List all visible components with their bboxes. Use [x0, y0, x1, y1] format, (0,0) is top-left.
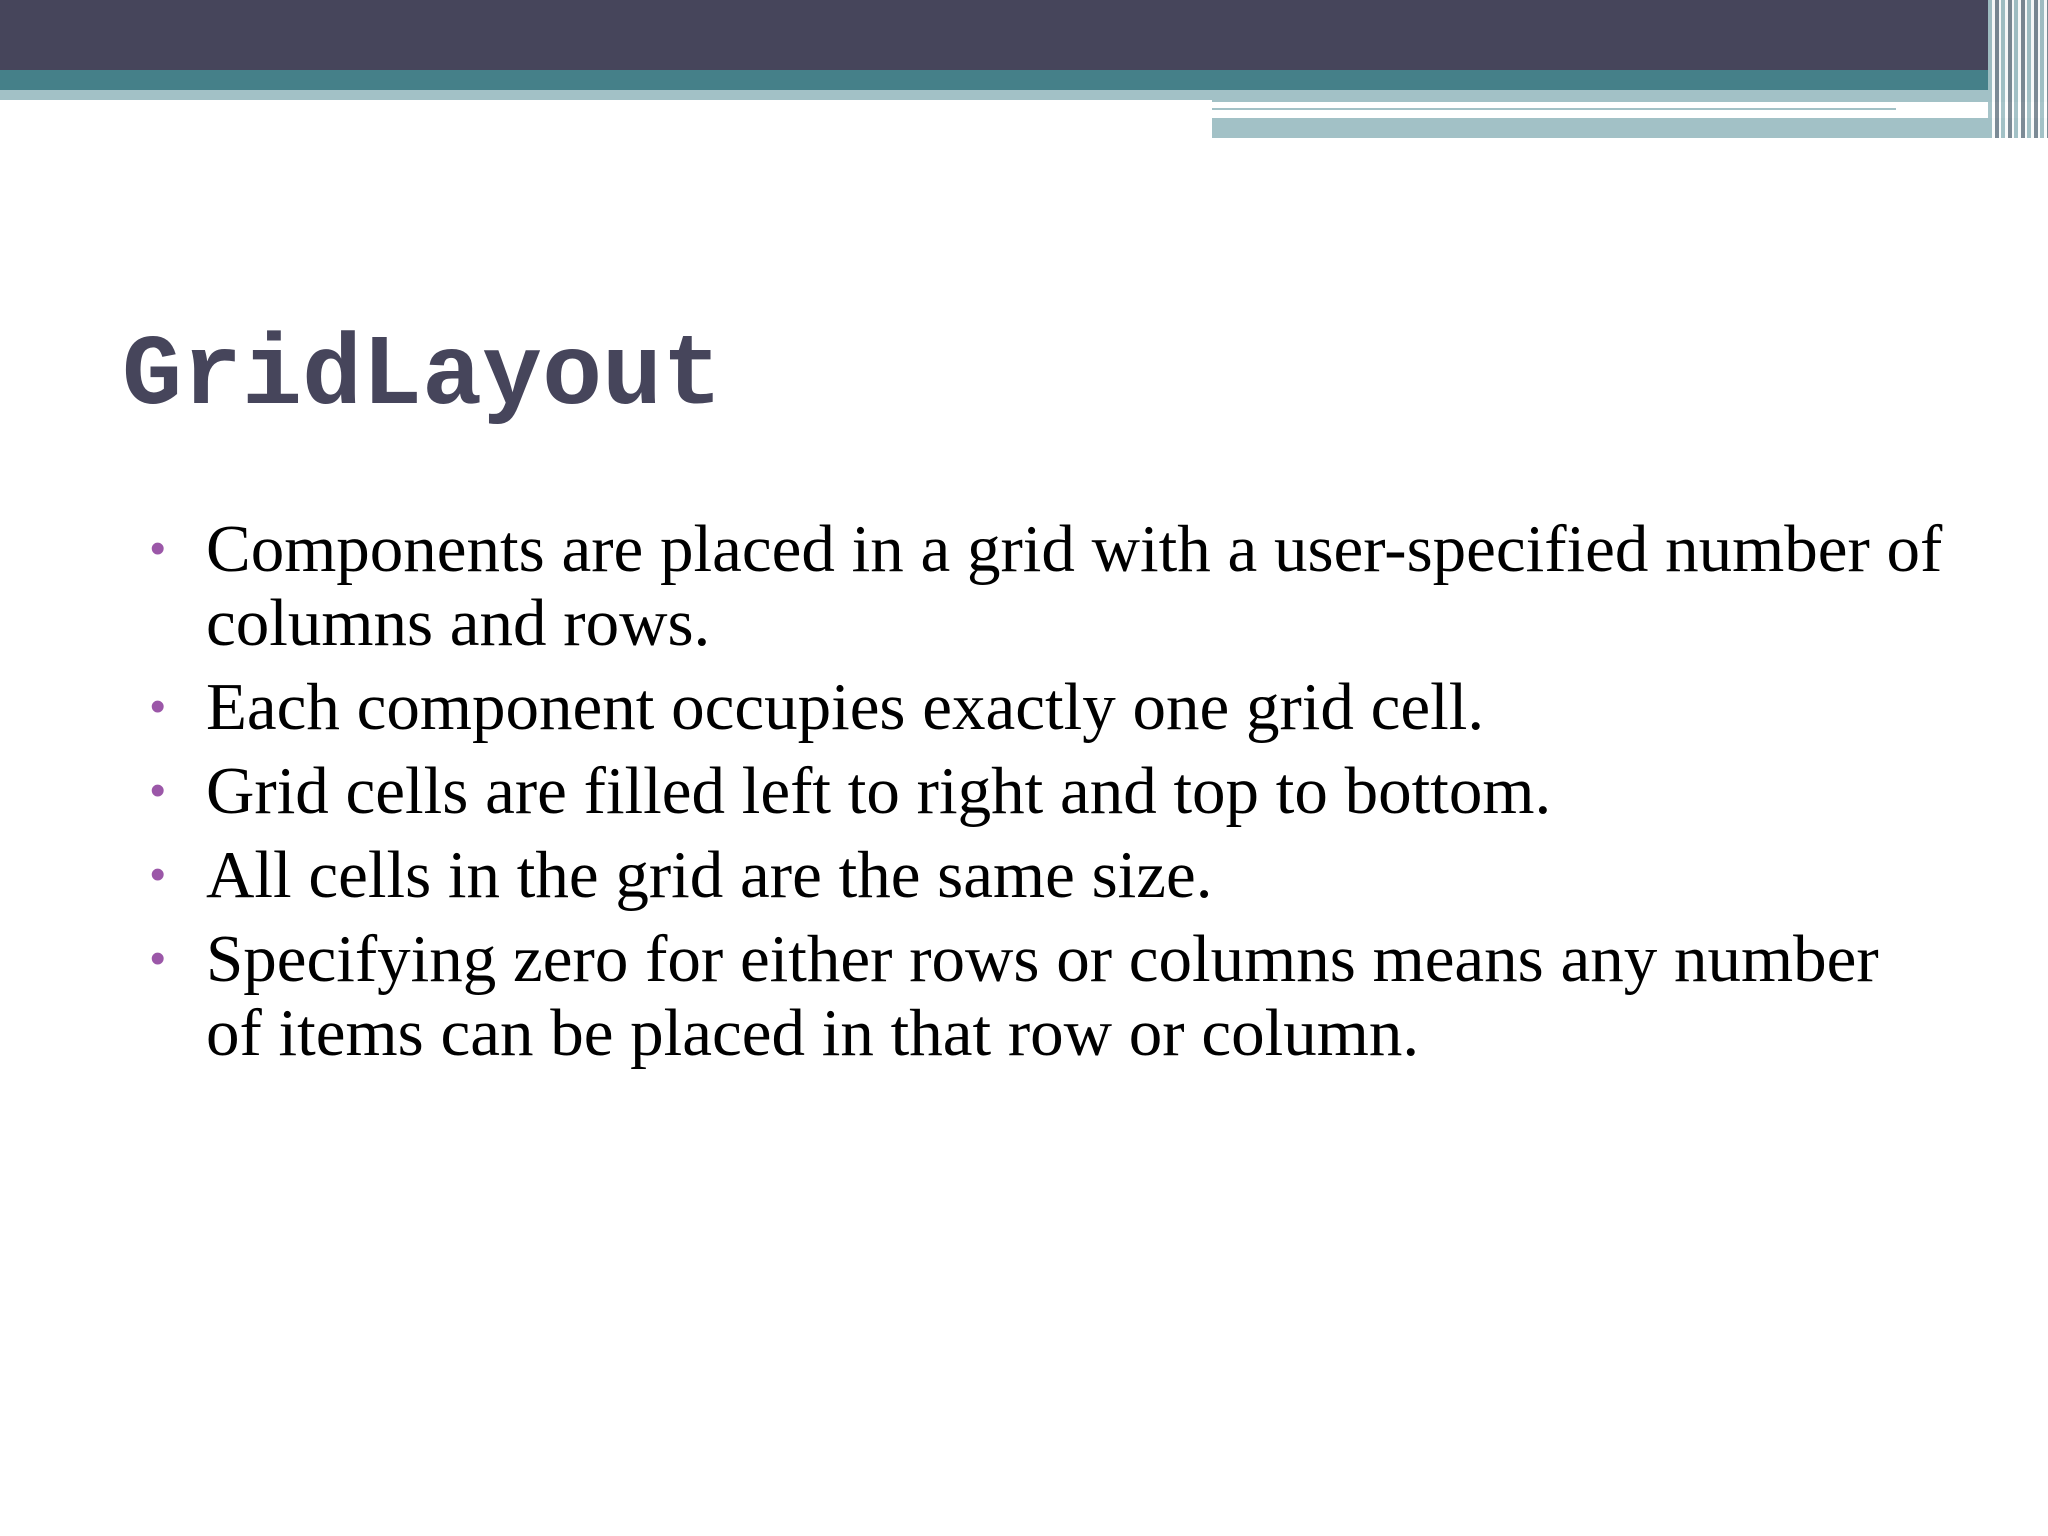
header-band-teal [0, 70, 2048, 90]
bullet-text: Each component occupies exactly one grid cell. [206, 670, 1485, 744]
slide-title: GridLayout [122, 321, 723, 434]
header-band-dark [0, 0, 2048, 70]
header-accent-gap [1212, 110, 1896, 116]
bullet-item [146, 512, 1946, 660]
bullet-item [146, 922, 1946, 1070]
header-band-light-lower [1212, 118, 2048, 130]
header-band-light-left [0, 90, 1212, 100]
bullet-text: Grid cells are filled left to right and top to bottom. [206, 754, 1552, 828]
bullet-item [146, 754, 1946, 828]
bullet-marker: • [150, 934, 166, 983]
header-stripes [1988, 0, 2048, 138]
bullet-item [146, 838, 1946, 912]
bullet-text: Components are placed in a grid with a user-specified number of columns and rows. [206, 512, 1943, 660]
header-bottom-strip [1212, 130, 1652, 138]
bullet-item [146, 670, 1946, 744]
bullet-marker: • [150, 766, 166, 815]
header-band-light-right [1212, 90, 2048, 102]
bullet-text: All cells in the grid are the same size. [206, 838, 1213, 912]
bullet-marker: • [150, 682, 166, 731]
bullet-text: Specifying zero for either rows or columns means any number of items can be placed in that row or column. [206, 922, 1879, 1070]
bullet-list [146, 512, 1946, 1080]
bullet-marker: • [150, 524, 166, 573]
bullet-marker: • [150, 850, 166, 899]
